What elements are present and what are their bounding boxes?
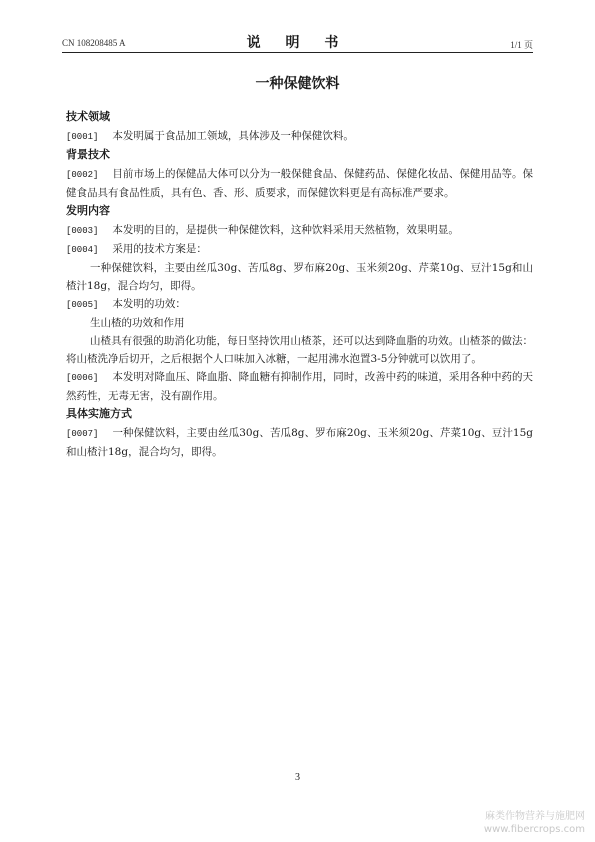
section-technical-field (66, 108, 533, 146)
paragraph-number: [0007] (66, 429, 99, 439)
paragraph-hawthorn: 山楂具有很强的助消化功能，每日坚持饮用山楂茶，还可以达到降血脂的功效。山楂茶的做法：将山楂洗净后切开，之后根据个人口味加入冰糖，一起用沸水泡置3-5分钟就可以饮用了。 (66, 335, 533, 365)
paragraph-number: [0002] (66, 170, 99, 180)
paragraph-text: 一种保健饮料，主要由丝瓜30g、苦瓜8g、罗布麻20g、玉米须20g、芹菜10g、豆汁15g和山楂汁18g，混合均匀，即得。 (66, 427, 533, 458)
section-heading: 具体实施方式 (66, 407, 132, 420)
section-background (66, 146, 533, 202)
page-info: 1/1 页 (510, 40, 533, 50)
watermark (484, 810, 585, 836)
paragraph-text: 本发明属于食品加工领域，具体涉及一种保健饮料。 (112, 130, 354, 142)
section-heading: 发明内容 (66, 204, 110, 217)
page-number: 3 (295, 772, 300, 783)
doc-number: CN 108208485 A (62, 38, 126, 48)
paragraph-formula: 一种保健饮料，主要由丝瓜30g、苦瓜8g、罗布麻20g、玉米须20g、芹菜10g、豆汁15g和山楂汁18g，混合均匀，即得。 (66, 262, 533, 292)
paragraph-0003 (66, 221, 533, 240)
paragraph-number: [0001] (66, 132, 99, 142)
page-title: 一种保健饮料 (255, 76, 340, 92)
document-body (66, 108, 533, 461)
paragraph-number: [0006] (66, 373, 99, 383)
paragraph-number: [0003] (66, 226, 99, 236)
section-heading: 背景技术 (66, 148, 110, 161)
paragraph-text: 本发明的功效： (112, 298, 186, 310)
paragraph-text: 本发明的目的，是提供一种保健饮料，这种饮料采用天然植物，效果明显。 (112, 224, 459, 236)
paragraph-text: 本发明对降血压、降血脂、降血糖有抑制作用，同时，改善中药的味道，采用各种中药的天然药性，无毒无害，没有副作用。 (66, 371, 533, 402)
section-heading: 技术领域 (66, 110, 110, 123)
paragraph-0002 (66, 165, 533, 202)
paragraph-subheading: 生山楂的功效和作用 (90, 317, 185, 329)
header-rule (62, 52, 533, 53)
paragraph-0007 (66, 424, 533, 461)
section-embodiment (66, 405, 533, 461)
paragraph-0005 (66, 295, 533, 314)
paragraph-number: [0005] (66, 300, 99, 310)
paragraph-0006 (66, 368, 533, 405)
watermark-site-name: 麻类作物营养与施肥网 (485, 811, 585, 822)
paragraph-0001 (66, 127, 533, 146)
document-header (62, 30, 533, 52)
paragraph-0004 (66, 240, 533, 259)
paragraph-number: [0004] (66, 245, 99, 255)
paragraph-text: 目前市场上的保健品大体可以分为一般保健食品、保健药品、保健化妆品、保健用品等。保健食品具有食品性质，具有色、香、形、质要求，而保健饮料更是有高标准严要求。 (66, 168, 533, 199)
paragraph-text: 采用的技术方案是： (112, 243, 207, 255)
section-summary (66, 202, 533, 405)
doc-type: 说 明 书 (246, 35, 349, 51)
watermark-url: www.fibercrops.com (483, 824, 585, 835)
